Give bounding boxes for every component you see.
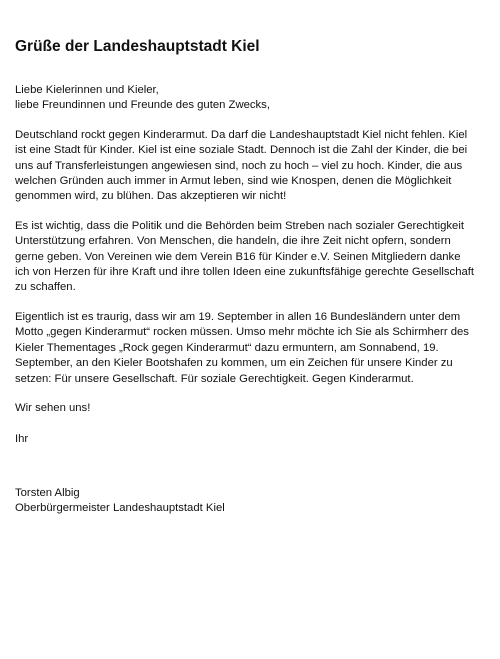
- greeting-line: Liebe Kielerinnen und Kieler,: [15, 84, 159, 96]
- paragraph-line: gerne geben. Von Vereinen wie dem Verein B16 für Kinder e.V. Seinen Mitgliedern danke: [15, 250, 461, 263]
- paragraph-3: [15, 310, 490, 387]
- paragraph-line: setzen: Für unsere Gesellschaft. Für soziale Gerechtigkeit. Gegen Kinderarmut.: [15, 372, 414, 385]
- signature-name: Torsten Albig: [15, 486, 80, 499]
- closing-line: Wir sehen uns!: [15, 401, 91, 414]
- greeting-line: liebe Freundinnen und Freunde des guten Zwecks,: [15, 99, 270, 112]
- paragraph-line: Kieler Thementages „Rock gegen Kinderarmut“ dazu ermuntern, am Sonnabend, 19.: [15, 341, 439, 354]
- paragraph-2: [15, 219, 490, 296]
- paragraph-line: Deutschland rockt gegen Kinderarmut. Da darf die Landeshauptstadt Kiel nicht fehlen. Kiel: [15, 128, 468, 141]
- greeting: [15, 83, 490, 114]
- paragraph-line: Es ist wichtig, dass die Politik und die Behörden beim Streben nach sozialer Gerechtigkeit: [15, 219, 464, 232]
- paragraph-line: genommen wird, zu blühen. Das akzeptieren wir nicht!: [15, 190, 287, 203]
- paragraph-line: zu schaffen.: [15, 281, 76, 294]
- paragraph-line: Eigentlich ist es traurig, dass wir am 19. September in allen 16 Bundesländern unter dem: [15, 310, 461, 323]
- signature-block: [15, 486, 490, 517]
- paragraph-line: Motto „gegen Kinderarmut“ rocken müssen. Umso mehr möchte ich Sie als Schirmherr des: [15, 326, 469, 339]
- paragraph-1: [15, 128, 490, 205]
- paragraph-line: September, an den Kieler Bootshafen zu kommen, um ein Zeichen für unsere Kinder zu: [15, 357, 453, 370]
- letter-title: Grüße der Landeshauptstadt Kiel: [15, 38, 260, 55]
- signature-title: Oberbürgermeister Landeshauptstadt Kiel: [15, 502, 225, 515]
- letter-page: [15, 38, 490, 531]
- paragraph-line: welchen Gründen auch immer in Armut leben, sind wie Knospen, denen die Möglichkeit: [15, 175, 452, 188]
- paragraph-line: Unterstützung erfahren. Von Menschen, die handeln, die ihre Zeit nicht opfern, sondern: [15, 235, 451, 248]
- sign-off: Ihr: [15, 433, 29, 446]
- paragraph-line: ist eine Stadt für Kinder. Kiel ist eine soziale Stadt. Dennoch ist die Zahl der Kinder, die bei: [15, 144, 468, 157]
- paragraph-line: uns auf Transferleistungen angewiesen sind, noch zu hoch – viel zu hoch. Kinder, die aus: [15, 159, 463, 172]
- paragraph-line: ich von Herzen für ihre Kraft und ihre tollen Ideen eine zukunftsfähige gerechte Gesellschaft: [15, 266, 475, 279]
